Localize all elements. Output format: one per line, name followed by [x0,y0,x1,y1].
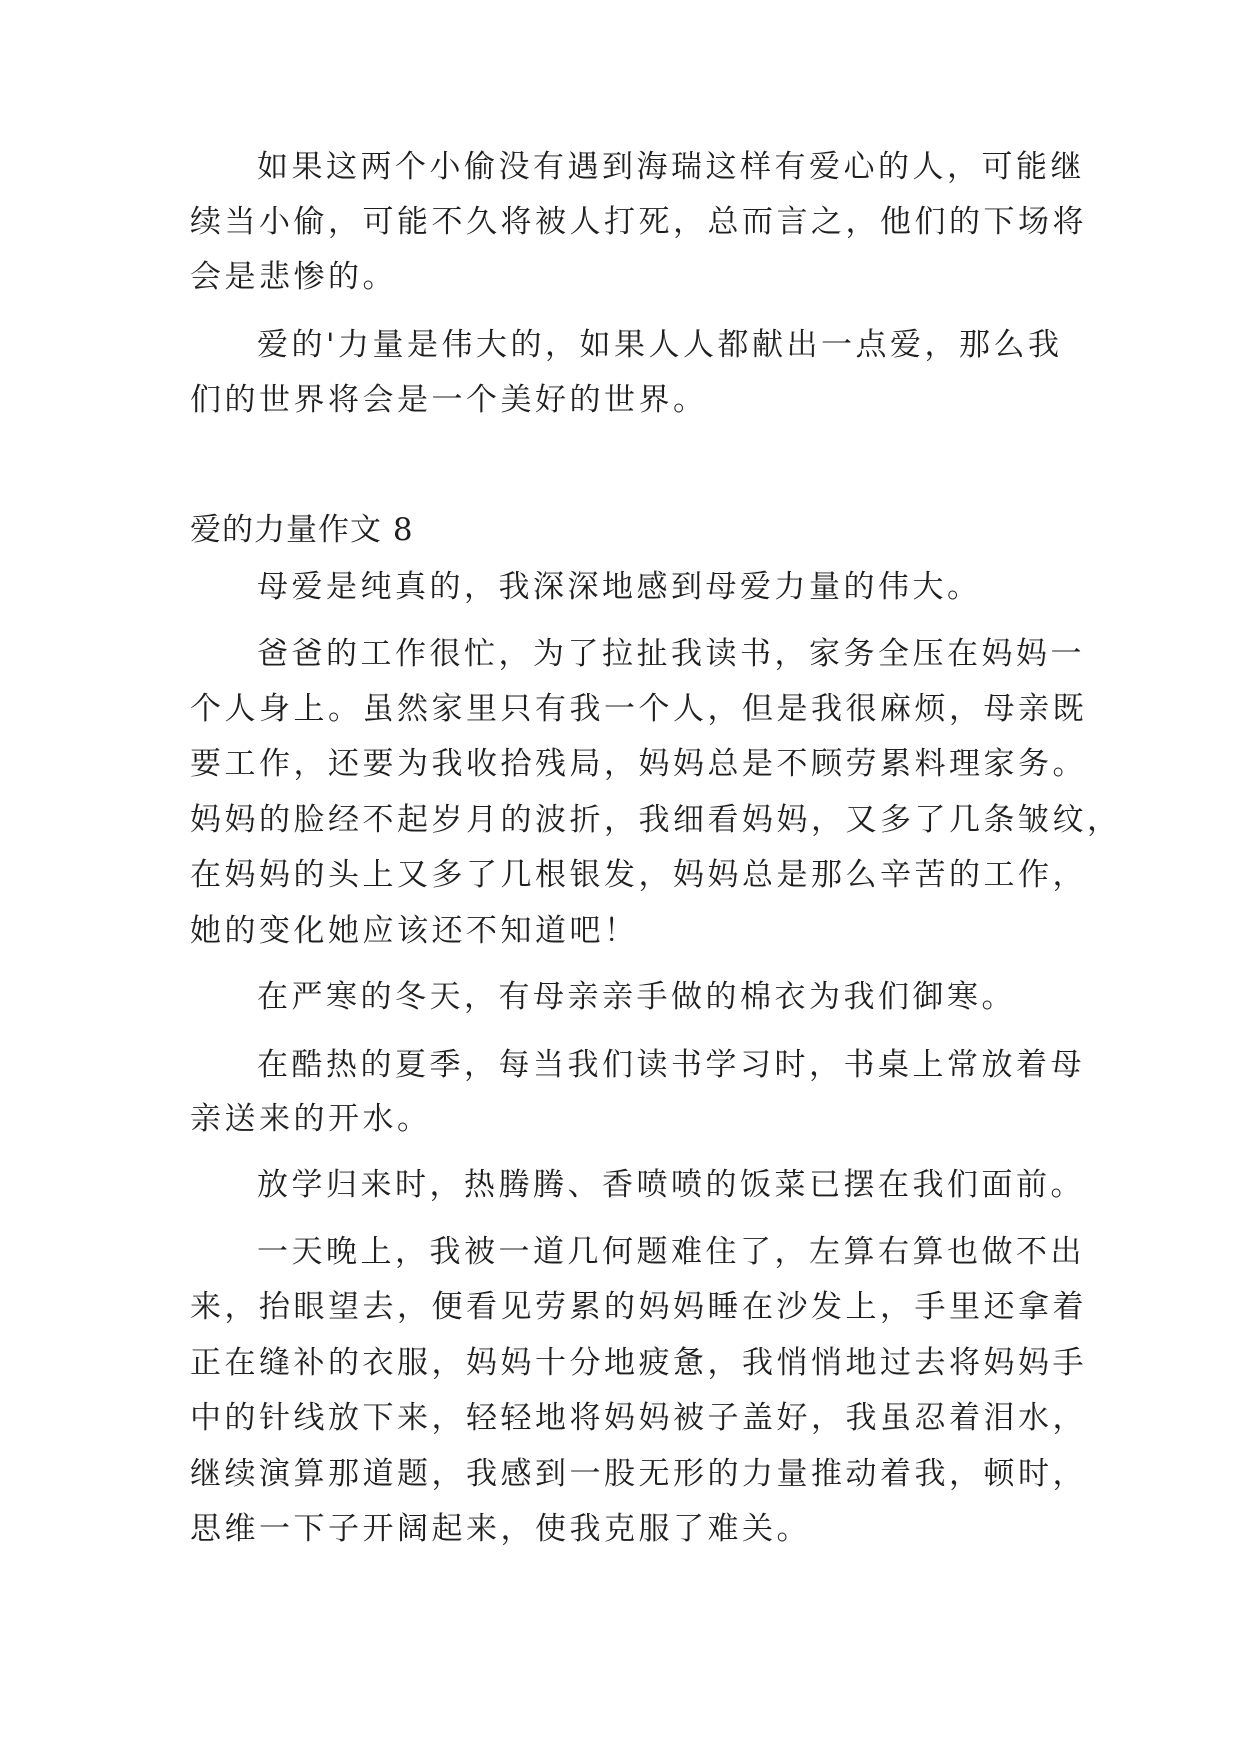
paragraph-line: 爱的'力量是伟大的，如果人人都献出一点爱，那么我 [257,327,1063,363]
paragraph-line: 个人身上。虽然家里只有我一个人，但是我很麻烦，母亲既 [190,691,1087,727]
paragraph-line: 中的针线放下来，轻轻地将妈妈被子盖好，我虽忍着泪水， [190,1400,1087,1436]
section-heading: 爱的力量作文 8 [190,512,414,548]
paragraph-line: 要工作，还要为我收拾残局，妈妈总是不顾劳累料理家务。 [190,746,1087,782]
paragraph-line: 思维一下子开阔起来，使我克服了难关。 [190,1511,811,1547]
paragraph-line: 续当小偷，可能不久将被人打死，总而言之，他们的下场将 [190,204,1087,240]
paragraph-line: 正在缝补的衣服，妈妈十分地疲惫，我悄悄地过去将妈妈手 [190,1345,1087,1381]
paragraph-line: 母爱是纯真的，我深深地感到母爱力量的伟大。 [257,569,982,605]
paragraph-line: 在妈妈的头上又多了几根银发，妈妈总是那么辛苦的工作， [190,857,1087,893]
paragraph-line: 如果这两个小偷没有遇到海瑞这样有爱心的人，可能继 [257,149,1085,185]
paragraph-line: 们的世界将会是一个美好的世界。 [190,382,708,418]
paragraph-line: 在严寒的冬天，有母亲亲手做的棉衣为我们御寒。 [257,979,1016,1015]
paragraph-line: 来，抬眼望去，便看见劳累的妈妈睡在沙发上，手里还拿着 [190,1289,1087,1325]
paragraph-line: 亲送来的开水。 [190,1101,432,1137]
paragraph-line: 她的变化她应该还不知道吧！ [190,913,639,949]
paragraph-line: 爸爸的工作很忙，为了拉扯我读书，家务全压在妈妈一 [257,636,1085,672]
paragraph-line: 放学归来时，热腾腾、香喷喷的饭菜已摆在我们面前。 [257,1167,1085,1203]
paragraph-line: 一天晚上，我被一道几何题难住了，左算右算也做不出 [257,1234,1085,1270]
paragraph-line: 妈妈的脸经不起岁月的波折，我细看妈妈，又多了几条皱纹， [190,802,1122,838]
paragraph-line: 继续演算那道题，我感到一股无形的力量推动着我，顿时， [190,1456,1087,1492]
paragraph-line: 会是悲惨的。 [190,259,397,295]
paragraph-line: 在酷热的夏季，每当我们读书学习时，书桌上常放着母 [257,1047,1085,1083]
